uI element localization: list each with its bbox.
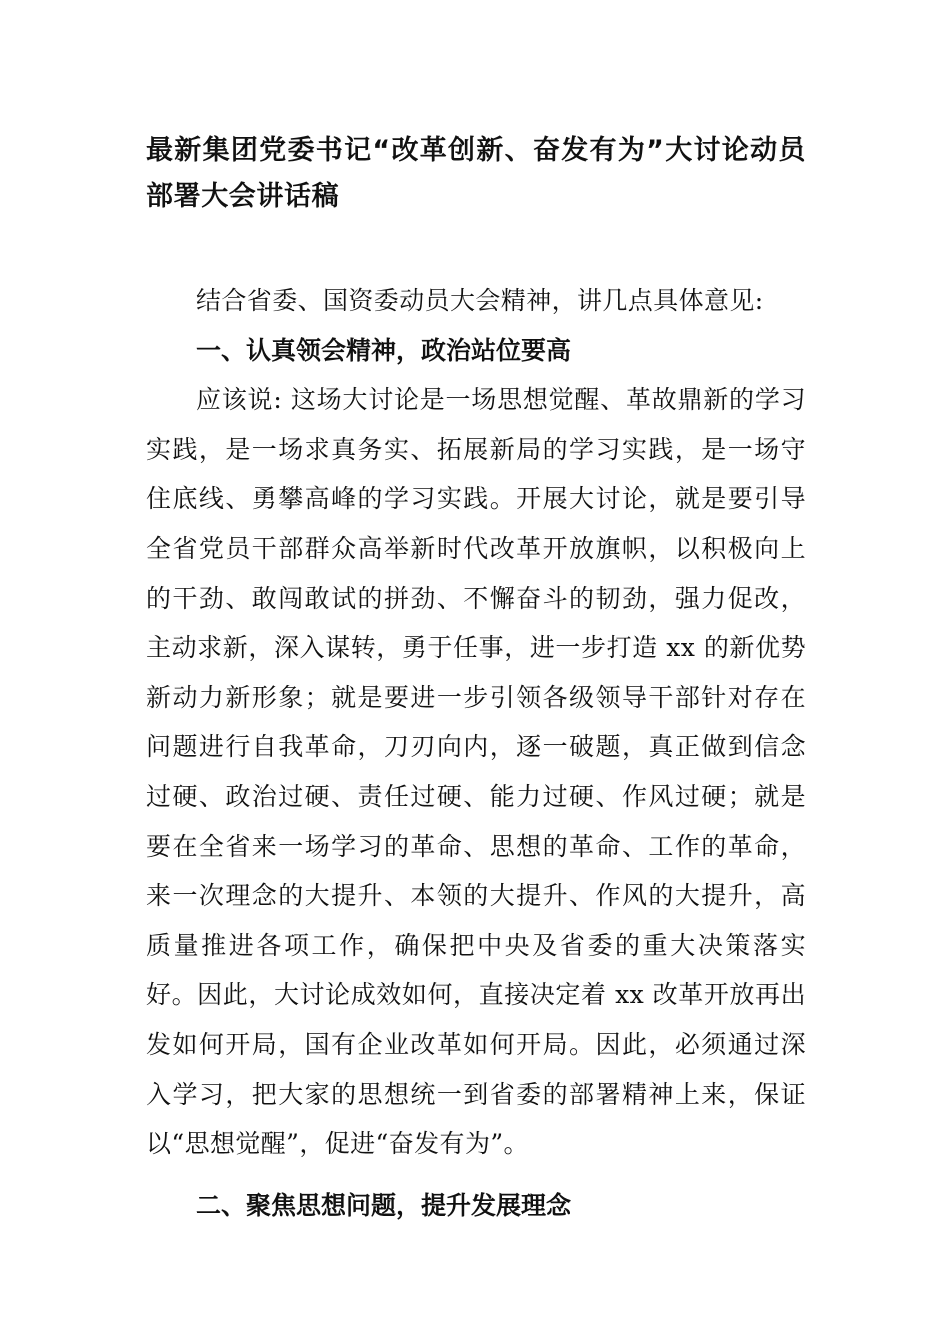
document-body [146, 276, 806, 1230]
section-2-heading: 二、聚焦思想问题，提升发展理念 [196, 1190, 572, 1220]
document-title: 最新集团党委书记“改革创新、奋发有为”大讨论动员部署大会讲话稿 [146, 135, 806, 212]
section-1-heading: 一、认真领会精神，政治站位要高 [196, 335, 572, 365]
intro-paragraph: 结合省委、国资委动员大会精神，讲几点具体意见: [196, 286, 764, 315]
section-1-paragraph: 应该说: 这场大讨论是一场思想觉醒、革故鼎新的学习实践，是一场求真务实、拓展新局的学习实践，是一场守住底线、勇攀高峰的学习实践。开展大讨论，就是要引导全省党员干部群众高举新时代改革开放旗帜，以积极向上的干劲、敢闯敢试的拼劲、不懈奋斗的韧劲，强力促改，主动求新，深入谋转，勇于任事，进一步打造 xx 的新优势新动力新形象；就是要进一步引领各级领导干部针对存在问题进行自我革命，刀刃向内，逐一破题，真正做到信念过硬、政治过硬、责任过硬、能力过硬、作风过硬；就是要在全省来一场学习的革命、思想的革命、工作的革命，来一次理念的大提升、本领的大提升、作风的大提升，高质量推进各项工作，确保把中央及省委的重大决策落实好。因此，大讨论成效如何，直接决定着 xx 改革开放再出发如何开局，国有企业改革如何开局。因此，必须通过深入学习，把大家的思想统一到省委的部署精神上来，保证以“思想觉醒”，促进“奋发有为”。 [146, 385, 806, 1159]
